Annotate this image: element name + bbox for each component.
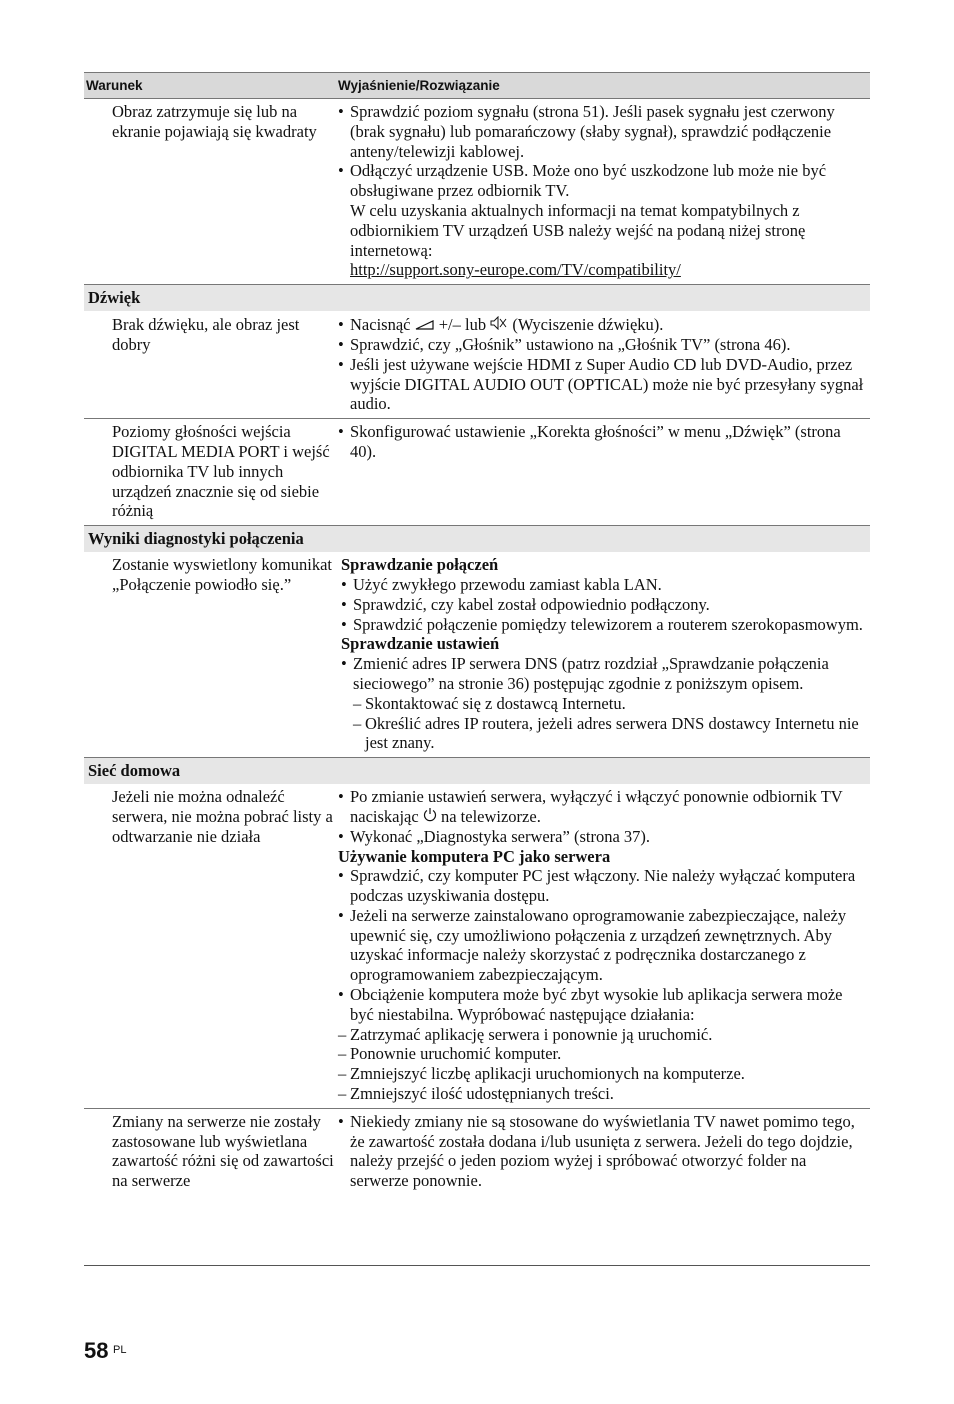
solution-cell [338, 786, 870, 1108]
list-item: • Sprawdzić, czy kabel został odpowiednio podłączony. [341, 594, 710, 614]
condition-cell: Jeżeli nie można odnaleźć serwera, nie można pobrać listy a odtwarzanie nie działa [112, 787, 333, 846]
list-item: • Obciążenie komputera może być zbyt wysokie lub aplikacja serwera może być niestabilna. Wypróbować następujące działania: [338, 985, 843, 1024]
list-item: • Zmienić adres IP serwera DNS (patrz rozdział „Sprawdzanie połączenia sieciowego” na stronie 36) postępując zgodnie z poniższym opisem. [341, 654, 829, 693]
section-heading-home-network: Sieć domowa [84, 757, 870, 784]
list-item: • Niekiedy zmiany nie są stosowane do wyświetlania TV nawet pomimo tego, że zawartość została dodana i/lub usunięta z serwera. Jeżeli do tego dojdzie, należy przejść o jeden poziom wyżej i spróbować otworzyć folder na serwerze ponownie. [338, 1111, 855, 1191]
table-row [84, 99, 870, 285]
table-row [84, 419, 870, 525]
dash-item: – Ponownie uruchomić komputer. [338, 1044, 562, 1064]
condition-cell: Zmiany na serwerze nie zostały zastosowane lub wyświetlana zawartość różni się od zawartości na serwerze [112, 1111, 334, 1191]
mute-icon [490, 316, 508, 330]
section-heading-sound: Dźwięk [84, 285, 870, 311]
table-bottom-rule [84, 1265, 870, 1266]
solution-cell [338, 314, 870, 418]
subheading: Sprawdzanie ustawień [341, 634, 500, 654]
solution-cell [338, 554, 870, 757]
power-icon [423, 807, 437, 822]
subheading: Używanie komputera PC jako serwera [338, 846, 611, 866]
section-heading-diagnostics: Wyniki diagnostyki połączenia [84, 525, 870, 552]
condition-cell: Obraz zatrzymuje się lub na ekranie pojawiają się kwadraty [112, 102, 317, 141]
list-item: • Po zmianie ustawień serwera, wyłączyć i włączyć ponownie odbiornik TV naciskając na telewizorze. [338, 787, 843, 826]
table-row [84, 784, 870, 1109]
list-item: • Sprawdzić, czy komputer PC jest włączony. Nie należy wyłączać komputera podczas uzyskiwania dostępu. [338, 866, 856, 906]
solution-cell [338, 421, 870, 525]
table-header [84, 72, 870, 99]
subheading: Sprawdzanie połączeń [341, 555, 499, 575]
list-item: • Odłączyć urządzenie USB. Może ono być uszkodzone lub może nie być obsługiwane przez odbiornik TV. [338, 161, 827, 201]
header-condition: Warunek [86, 78, 143, 93]
list-item: • Sprawdzić, czy „Głośnik” ustawiono na „Głośnik TV” (strona 46). [338, 334, 791, 354]
list-item: • Sprawdzić połączenie pomiędzy telewizorem a routerem szerokopasmowym. [341, 614, 863, 634]
table-row [84, 311, 870, 419]
dash-item: – Zmniejszyć ilość udostępnianych treści. [338, 1084, 614, 1104]
solution-cell [338, 1111, 870, 1195]
list-item: • Wykonać „Diagnostyka serwera” (strona 37). [338, 826, 651, 846]
dash-item: – Zmniejszyć liczbę aplikacji uruchomionych na komputerze. [338, 1064, 745, 1084]
troubleshooting-table [84, 72, 870, 1195]
list-item: • Nacisnąć +/– lub (Wyciszenie dźwięku). [338, 315, 664, 335]
solution-cell [338, 101, 870, 284]
list-item-continuation: W celu uzyskania aktualnych informacji na temat kompatybilnych z odbiornikiem TV urządzeń USB należy wejść na podaną niżej stronę internetową: [350, 200, 806, 260]
condition-cell: Poziomy głośności wejścia DIGITAL MEDIA PORT i wejść odbiornika TV lub innych urządzeń znacznie się od siebie różnią [112, 422, 330, 521]
dash-item: – Zatrzymać aplikację serwera i ponownie ją uruchomić. [338, 1024, 713, 1044]
list-item: • Skonfigurować ustawienie „Korekta głośności” w menu „Dźwięk” (strona 40). [338, 422, 841, 461]
list-item: • Jeśli jest używane wejście HDMI z Super Audio CD lub DVD-Audio, przez wyjście DIGITAL AUDIO OUT (OPTICAL) może nie być przesyłany sygnał audio. [338, 354, 864, 414]
volume-icon [415, 318, 435, 330]
dash-item: – Określić adres IP routera, jeżeli adres serwera DNS dostawcy Internetu nie jest znany. [353, 713, 859, 753]
language-code: PL [113, 1344, 127, 1356]
list-item: • Sprawdzić poziom sygnału (strona 51). Jeśli pasek sygnału jest czerwony (brak sygnału) lub pomarańczowy (słaby sygnał), sprawdzić podłączenie anteny/telewizji kablowej. [338, 102, 835, 161]
dash-item: – Skontaktować się z dostawcą Internetu. [353, 693, 626, 713]
compatibility-link[interactable]: http://support.sony-europe.com/TV/compatibility/ [350, 260, 681, 280]
list-item: • Użyć zwykłego przewodu zamiast kabla LAN. [341, 574, 662, 594]
header-solution: Wyjaśnienie/Rozwiązanie [338, 78, 500, 93]
page-number: 58 [84, 1338, 109, 1363]
table-row [84, 1109, 870, 1195]
list-item: • Jeżeli na serwerze zainstalowano oprogramowanie zabezpieczające, należy upewnić się, czy umożliwiono połączenia z urządzeń zewnętrznych. Aby uzyskać informacje należy skorzystać z podręcznika dostarczanego z oprogramowaniem zabezpieczającym. [338, 905, 847, 985]
condition-cell: Zostanie wyswietlony komunikat „Połączenie powiodło się.” [112, 555, 332, 594]
condition-cell: Brak dźwięku, ale obraz jest dobry [112, 315, 300, 354]
table-row [84, 552, 870, 757]
